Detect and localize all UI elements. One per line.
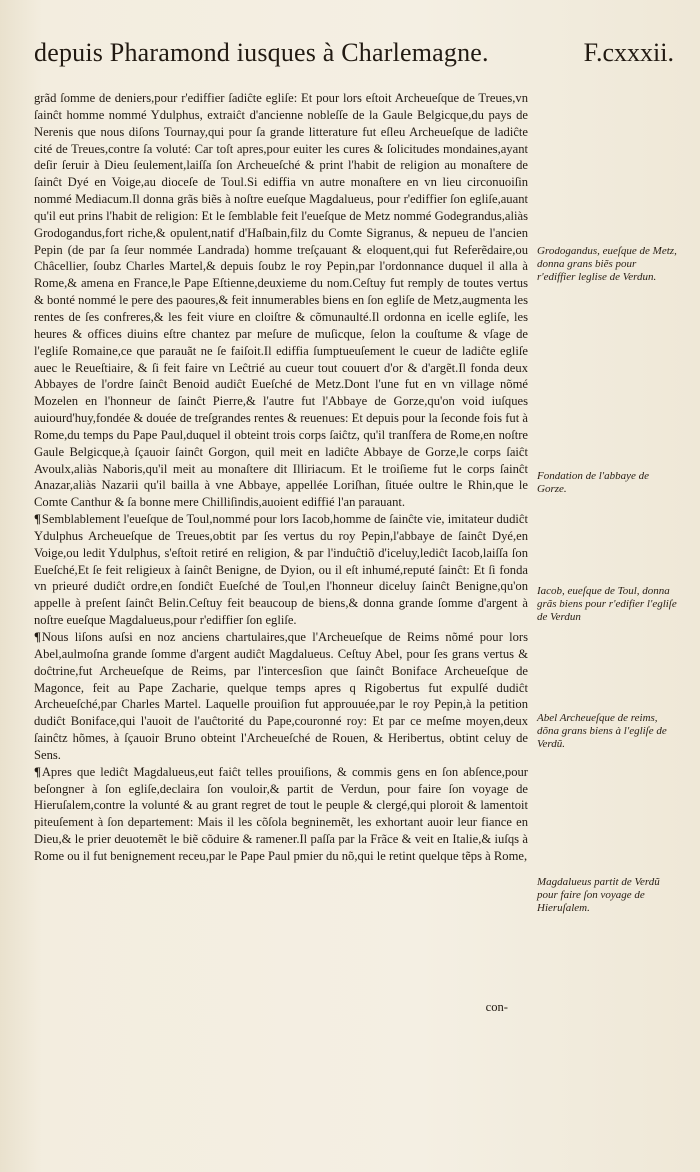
paragraph-2-text: Semblablement l'eueſque de Toul,nommé pour lors Iacob,homme de ſainĉte vie, imitateur dudiĉt Ydulphus Archeueſque de Treues,obtit par ſes vertus du roy Pepin,l'abbaye de ſainĉt Dyé,en Voige,ou ledit Ydulphus, s'eſtoit retiré en religion, & par l'induĉtiõ d'iceluy,lediĉt Iacob,laiſſa ſon Eueſché,Et ſe feit religieux à ſainĉt Benigne, de Dyion, ou il eſt inhumé,reputé ſainĉt: Et ſi fonda vn prieuré dudiĉt ordre,en ſondiĉt Eueſché de Toul,en l'honneur diceluy ſainĉt Benigne,qu'on appelle à preſent ſainĉt Belin.Ceſtuy feit beaucoup de biens,& donna grande ſomme d'argent à noſtre eueſque Magdalueus,pour r'ediffier ſon egliſe. [34, 512, 528, 628]
paragraph-4 [34, 764, 528, 865]
paragraph-1: grãd ſomme de deniers,pour r'ediffier ſadiĉte egliſe: Et pour lors eſtoit Archeueſque de Treues,vn ſainĉt homme nommé Ydulphus, extraiĉt d'ancienne nobleſſe de la Gaule Belgicque,du pays de Nerenis que nous diſons Tournay,qui pour ſa grande litterature fut eſleu Archeueſque de ladiĉte cité de Treues,contre ſa voluté: Car toſt apres,pour euiter les cures & ſolicitudes mondaines,ayant deſir ſeruir à Dieu ſeulement,laiſſa ſon Archeueſché & print l'habit de religion au monaſtere de ſainĉt Dyé en Voige,au dioceſe de Toul.Si ediffia vn autre monaſtere en vn lieu circonuoiſin nommé Mediacum.Il donna grãs biẽs à noſtre eueſque Magdalueus, pour r'ediffier ſon egliſe,auant qu'il eut prins l'habit de religion: Et le ſemblable feit l'eueſque de Metz nommé Godegrandus,aliàs Grodogandus,fort riche,& opulent,natif d'Haſbain,filz du Comte Sigranus, & nepueu de l'ancien Pepin (de par ſa ſeur nommée Landrada) homme treſçauant & eloquent,qui fut Referẽdaire,ou Châcellier, ſoubz Charles Martel,& depuis ſoubz le roy Pepin,par l'ordonnance duquel il alla à Rome,& amena en France,le Pape Eſtienne,deuxieme du nom.Ceſtuy fut remply de toutes vertus & bonté nommé le pere des paoures,& feit innumerables biens en ſon egliſe de Metz,augmenta les rentes de ſes confreres,& les feit viure en cloiſtre & cõmunaulté.Il ordonna en icelle egliſe, les heures & offices diuins eſtre chantez par meſure de muſicque, ſelon la couſtume & vſage de l'egliſe Romaine,ce que parauãt ne ſe faiſoit.Il ediffia ſumptueuſement le cueur de ladiĉte egliſe auec le Reueſtiaire, & ſi feit faire vn Leĉtrié au cueur tout couuert d'or & d'argẽt.Il fonda deux Abbayes de l'ordre ſainĉt Benoid audiĉt Eueſché de Metz.Dont l'une fut en vn village nõmé Mozelen en l'honneur de ſainĉt Pierre,& l'autre fut l'Abbaye de Gorze,qu'on void iuſques auiourd'huy,fondée & douée de treſgrandes rentes & reuenues: Et depuis pour la ſeconde fois fut à Rome,du temps du Pape Paul,duquel il obteint trois corps ſaiĉtz, qu'il tranſfera de Rome,en noſtre Gaule Belgicque,à ſçauoir ſainĉt Gorgon, quil meit en ladiĉte Abbaye de Gorze,le corps ſaiĉt Avoulx,aliàs Naboris,qu'il meit au monaſtere dit Illiriacum. Et le troiſieme fut le corps ſainĉt Anazar,aliàs Nazarii qu'il bailla à vne Abbaye, appellée Loriſhan, ſituée oultre le Rhin,que le Comte Canthur & ſa bonne mere Chilliſindis,auoient ediffié l'an parauant. [34, 91, 528, 510]
running-header [34, 38, 674, 68]
pilcrow-mark: ¶ [34, 512, 41, 527]
paragraph-3-text: Nous liſons auſsi en noz anciens chartulaires,que l'Archeueſque de Reims nõmé pour lors Abel,aulmoſna grande ſomme d'argent audiĉt Magdalueus. Ceſtuy Abel, pour ſes grans vertus & doĉtrine,fut Archeueſque de Reims, par l'intercesſion que ſainĉt Boniface Archeueſque de Magonce, feit au Pape Zacharie, quelque temps apres q Rigobertus fut expulſé dudiĉt Archeueſché,par Charles Martel. Laquelle prouiſion fut approuuée,par le roy Pepin,à la petition dudiĉt Boniface,qui l'auoit de l'auĉtorité du Pape,couronné roy: Et par ce meſme moyen,deux ſainĉtz hõmes, à ſçauoir Bruno obteint l'Archeueſché de Rouen, & Heribertus, obtint celuy de Sens. [34, 630, 528, 762]
folio-number: F.cxxxii. [583, 38, 674, 67]
paragraph-4-text: Apres que lediĉt Magdalueus,eut faiĉt telles prouiſions, & commis gens en ſon abſence,pour beſongner à ſon egliſe,declaira ſon vouloir,& partit de Verdun, pour faire ſon voyage de Hieruſalem,contre la volunté & au grant regret de tout le peuple & clergé,qui ploroit & lamentoit piteuſement à ſon departement: Mais il les cõſola begninemẽt, les exhortant auoir leur fiance en Dieu,& le prier deuotemẽt le biẽ cõduire & ramener.Il paſſa par la Frãce & veit en Italie,& iuſqs à Rome ou il fut benignement receu,par le Pape Paul pmier du nõ,qui le retint quelque tẽps à Rome, [34, 764, 528, 863]
margin-note-gorze: Fondation de l'abbaye de Gorze. [537, 470, 650, 495]
catchword: con- [485, 1000, 508, 1014]
margin-note-iacob: Iacob, eueſque de Toul, donna grãs biens pour r'edifier l'egliſe de Verdun [537, 585, 677, 623]
main-text-column [34, 90, 528, 865]
margin-note-abel: Abel Archeueſque de reims, dõna grans biens à l'egliſe de Verdũ. [537, 712, 667, 750]
header-title: depuis Pharamond iusques à Charlemagne. [34, 38, 489, 67]
pilcrow-mark: ¶ [34, 630, 41, 644]
paragraph-2 [34, 511, 528, 629]
pilcrow-mark: ¶ [34, 764, 41, 779]
margin-note-grodogandus: Grodogandus, eueſque de Metz, donna grans biẽs pour r'ediffier leglise de Verdun. [537, 245, 677, 283]
margin-note-magdalueus: Magdalueus partit de Verdũ pour faire ſon voyage de Hieruſalem. [537, 876, 660, 914]
paragraph-3 [34, 629, 528, 764]
